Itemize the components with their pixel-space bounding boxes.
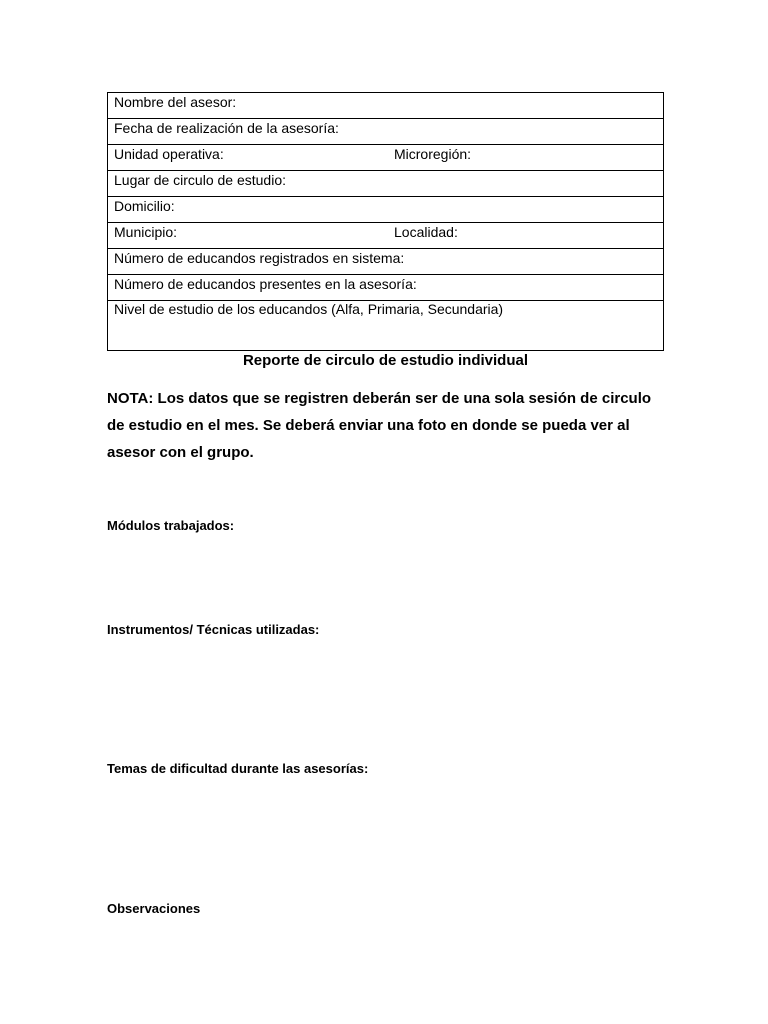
field-municipio-localidad[interactable] (108, 223, 664, 249)
field-fecha-asesoria[interactable]: Fecha de realización de la asesoría: (108, 119, 664, 145)
row-registrados (108, 249, 664, 275)
row-nivel (108, 301, 664, 351)
row-asesor (108, 93, 664, 119)
field-unidad-microregion[interactable] (108, 145, 664, 171)
advisor-info-table (107, 92, 664, 351)
row-municipio (108, 223, 664, 249)
section-instrumentos-tecnicas: Instrumentos/ Técnicas utilizadas: (107, 622, 320, 637)
row-presentes (108, 275, 664, 301)
row-domicilio (108, 197, 664, 223)
field-nivel-estudio[interactable]: Nivel de estudio de los educandos (Alfa, Primaria, Secundaria) (108, 301, 664, 351)
field-educandos-presentes[interactable]: Número de educandos presentes en la asesoría: (108, 275, 664, 301)
label-unidad-operativa: Unidad operativa: (114, 146, 224, 162)
field-educandos-registrados[interactable]: Número de educandos registrados en sistema: (108, 249, 664, 275)
field-domicilio[interactable]: Domicilio: (108, 197, 664, 223)
section-temas-dificultad: Temas de dificultad durante las asesorías: (107, 761, 369, 776)
section-observaciones: Observaciones (107, 901, 201, 916)
label-localidad: Localidad: (394, 224, 458, 240)
field-lugar-circulo[interactable]: Lugar de circulo de estudio: (108, 171, 664, 197)
row-fecha (108, 119, 664, 145)
field-nombre-asesor[interactable]: Nombre del asesor: (108, 93, 664, 119)
nota-paragraph: NOTA: Los datos que se registren deberán ser de una sola sesión de circulo de estudio en el mes. Se deberá enviar una foto en donde se pueda ver al asesor con el grupo. (107, 390, 652, 461)
label-microregion: Microregión: (394, 146, 472, 162)
row-unidad (108, 145, 664, 171)
label-municipio: Municipio: (114, 224, 178, 240)
row-lugar (108, 171, 664, 197)
report-title: Reporte de circulo de estudio individual (242, 352, 529, 369)
section-modulos-trabajados: Módulos trabajados: (107, 518, 235, 533)
